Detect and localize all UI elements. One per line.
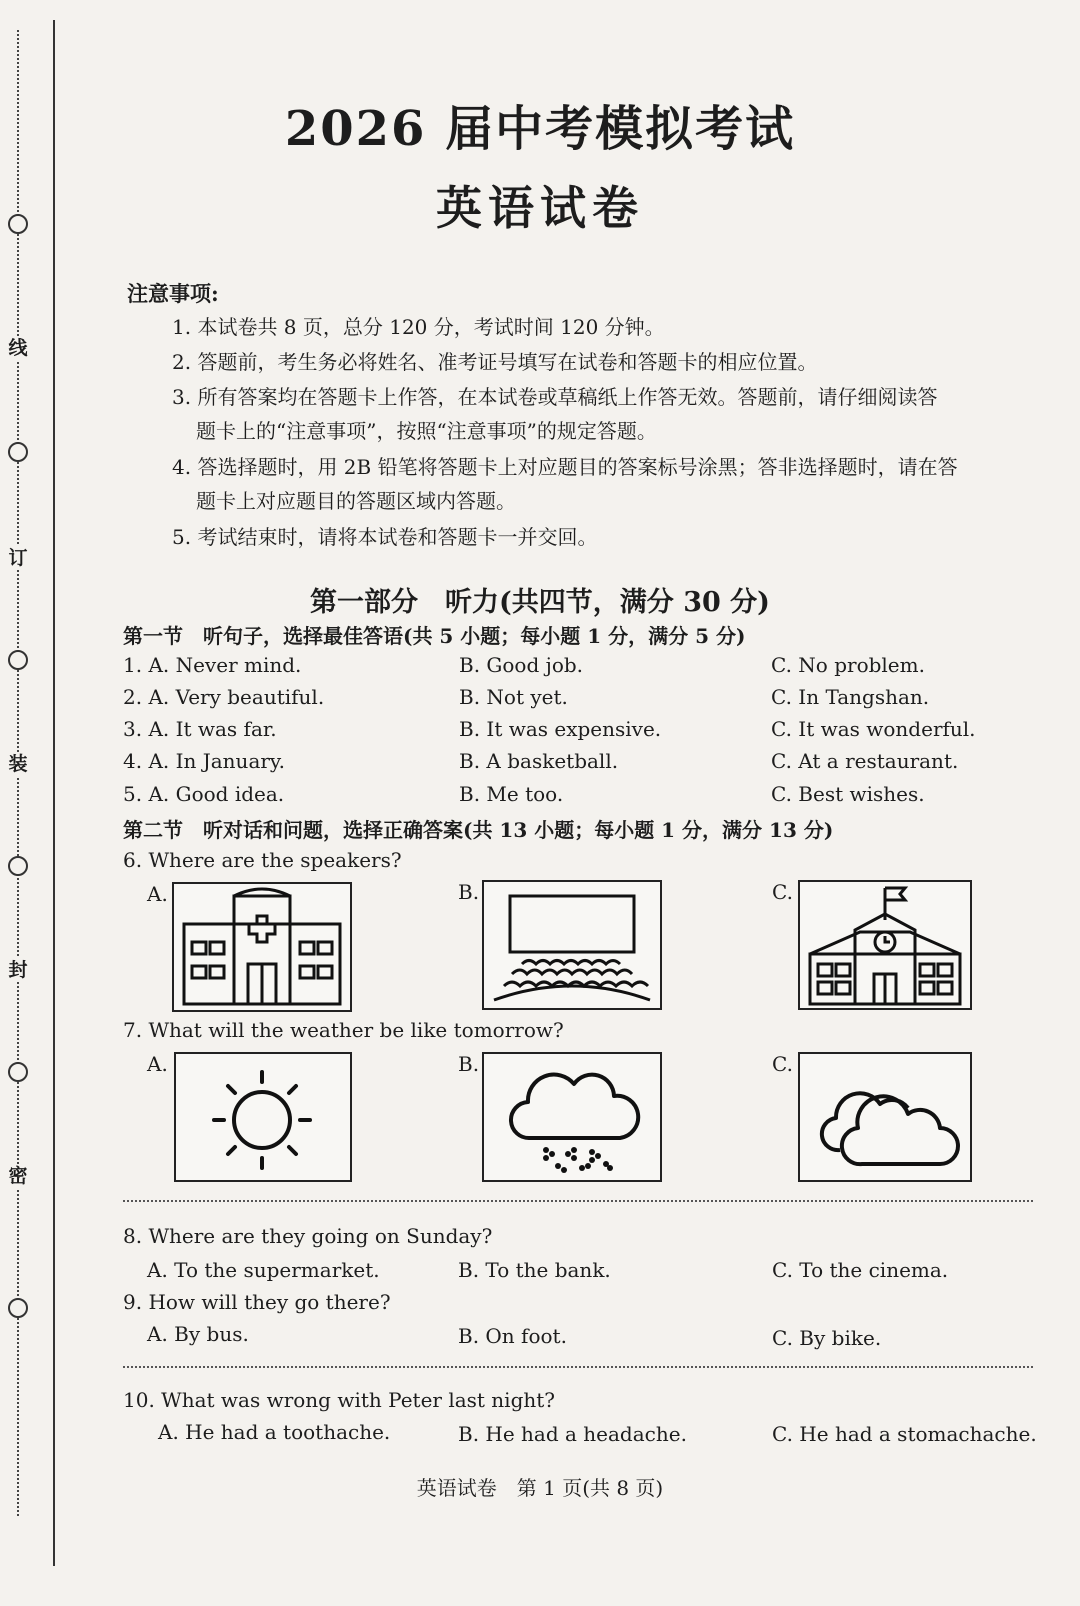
binding-char-cut: 订 <box>6 546 30 570</box>
image-label-b: B. <box>458 1052 480 1076</box>
question-row <box>123 717 1043 749</box>
binding-char-secret: 密 <box>6 1164 30 1188</box>
image-label-a: A. <box>147 1052 168 1076</box>
option-b: B. Me too. <box>459 782 564 806</box>
divider <box>123 1366 1033 1368</box>
option-a: A. He had a toothache. <box>158 1420 391 1444</box>
option-a: 1. A. Never mind. <box>123 653 302 677</box>
cinema-image[interactable] <box>482 880 662 1010</box>
question-10: 10. What was wrong with Peter last night? <box>123 1388 556 1412</box>
note-item: 2. 答题前，考生务必将姓名、准考证号填写在试卷和答题卡的相应位置。 <box>172 350 818 374</box>
page-footer: 英语试卷 第 1 页(共 8 页) <box>416 1476 664 1500</box>
notes-heading: 注意事项: <box>127 281 219 306</box>
binding-circle <box>8 1298 28 1318</box>
binding-char-seal: 封 <box>6 958 30 982</box>
option-b: B. Not yet. <box>459 685 568 709</box>
option-c: C. To the cinema. <box>772 1258 949 1282</box>
option-b: B. To the bank. <box>458 1258 611 1282</box>
snow-cloud-icon <box>484 1054 660 1180</box>
question-8: 8. Where are they going on Sunday? <box>123 1224 493 1248</box>
binding-char-line: 线 <box>6 336 30 360</box>
option-c: C. By bike. <box>772 1326 882 1350</box>
note-item: 4. 答选择题时，用 2B 铅笔将答题卡上对应题目的答案标号涂黑；答非选择题时，请在答 <box>172 455 958 479</box>
question-row <box>123 749 1043 781</box>
divider <box>123 1200 1033 1202</box>
binding-circle <box>8 1062 28 1082</box>
section2-heading: 第二节 听对话和问题，选择正确答案(共 13 小题；每小题 1 分，满分 13 分) <box>123 818 834 842</box>
section1-heading: 第一节 听句子，选择最佳答语(共 5 小题；每小题 1 分，满分 5 分) <box>123 624 746 648</box>
option-a: 3. A. It was far. <box>123 717 277 741</box>
option-b: B. It was expensive. <box>459 717 662 741</box>
image-label-b: B. <box>458 880 480 904</box>
option-b: B. He had a headache. <box>458 1422 687 1446</box>
option-c: C. It was wonderful. <box>771 717 976 741</box>
option-c: C. In Tangshan. <box>771 685 930 709</box>
question-row <box>123 653 1043 685</box>
question-9: 9. How will they go there? <box>123 1290 391 1314</box>
option-c: C. He had a stomachache. <box>772 1422 1037 1446</box>
note-item: 1. 本试卷共 8 页，总分 120 分，考试时间 120 分钟。 <box>172 315 665 339</box>
note-item: 3. 所有答案均在答题卡上作答，在本试卷或草稿纸上作答无效。答题前，请仔细阅读答 <box>172 385 938 409</box>
note-item-continued: 题卡上的“注意事项”，按照“注意事项”的规定答题。 <box>196 419 657 443</box>
option-c: C. At a restaurant. <box>771 749 959 773</box>
option-b: B. A basketball. <box>459 749 619 773</box>
exam-subtitle: 英语试卷 <box>436 181 644 235</box>
option-a: 2. A. Very beautiful. <box>123 685 325 709</box>
question-7: 7. What will the weather be like tomorrow? <box>123 1018 564 1042</box>
hospital-image[interactable] <box>172 882 352 1012</box>
school-image[interactable] <box>798 880 972 1010</box>
question-6: 6. Where are the speakers? <box>123 848 402 872</box>
binding-solid-line <box>53 20 55 1566</box>
binding-circle <box>8 856 28 876</box>
cloudy-image[interactable] <box>798 1052 972 1182</box>
cloud-icon <box>800 1054 970 1180</box>
option-b: B. On foot. <box>458 1324 567 1348</box>
question-row <box>123 685 1043 717</box>
binding-margin <box>0 0 58 1606</box>
option-c: C. Best wishes. <box>771 782 925 806</box>
image-label-a: A. <box>147 882 168 906</box>
sun-icon <box>176 1054 350 1180</box>
option-a: 4. A. In January. <box>123 749 285 773</box>
option-b: B. Good job. <box>459 653 584 677</box>
option-c: C. No problem. <box>771 653 925 677</box>
cinema-screen-icon <box>484 882 660 1008</box>
part1-heading: 第一部分 听力(共四节，满分 30 分) <box>310 587 770 618</box>
question-row <box>123 782 1043 814</box>
snowy-image[interactable] <box>482 1052 662 1182</box>
option-a: A. By bus. <box>147 1322 249 1346</box>
binding-circle <box>8 442 28 462</box>
hospital-icon <box>174 884 350 1010</box>
note-item-continued: 题卡上对应题目的答题区域内答题。 <box>196 489 516 513</box>
binding-circle <box>8 650 28 670</box>
exam-title: 2026 届中考模拟考试 <box>284 101 796 157</box>
option-a: A. To the supermarket. <box>147 1258 380 1282</box>
option-a: 5. A. Good idea. <box>123 782 285 806</box>
note-item: 5. 考试结束时，请将本试卷和答题卡一并交回。 <box>172 525 598 549</box>
sunny-image[interactable] <box>174 1052 352 1182</box>
binding-char-bind: 装 <box>6 752 30 776</box>
school-icon <box>800 882 970 1008</box>
image-label-c: C. <box>772 1052 793 1076</box>
image-label-c: C. <box>772 880 793 904</box>
